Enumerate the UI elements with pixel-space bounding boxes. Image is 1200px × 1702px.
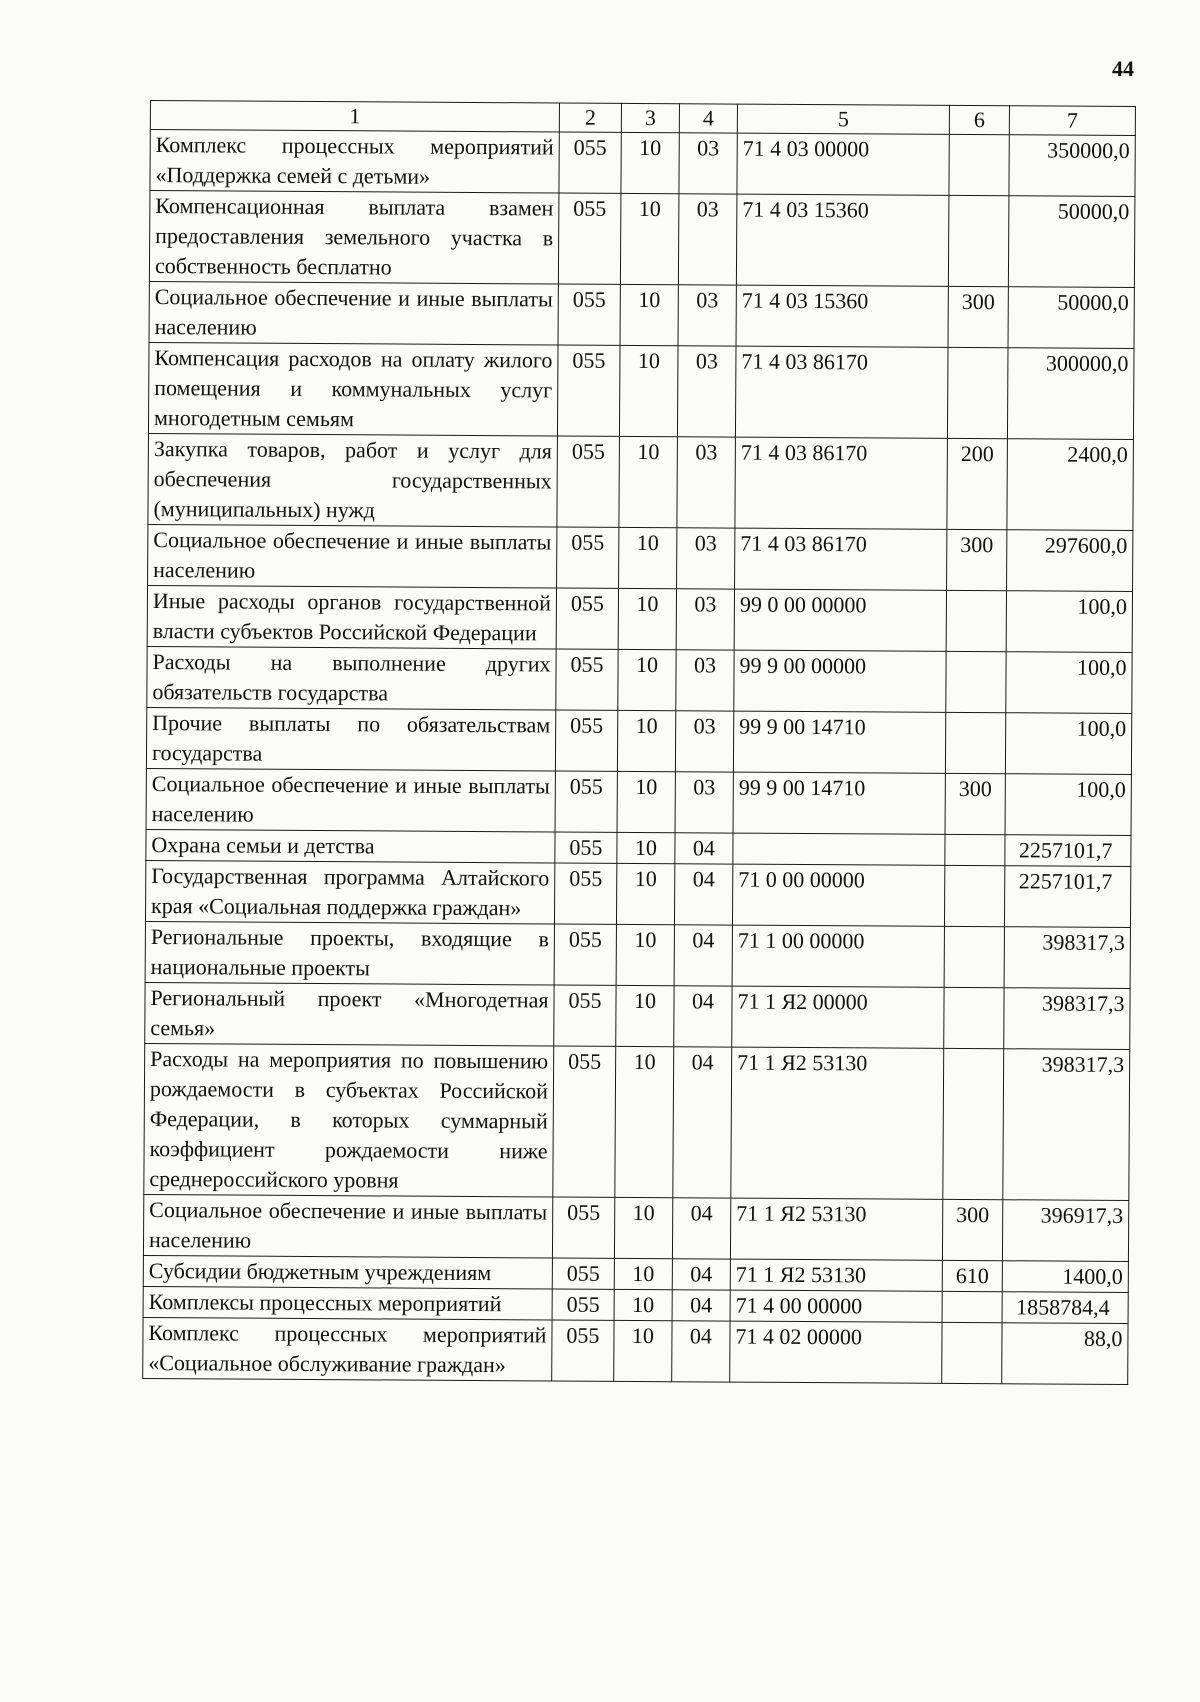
row-amount: 1400,0 xyxy=(1002,1261,1128,1293)
row-ministry-code: 055 xyxy=(557,527,619,588)
header-col-2: 2 xyxy=(559,103,621,132)
row-name: Компенсация расходов на оплату жилого помещения и коммунальных услуг многодетным семьям xyxy=(148,342,558,435)
row-expense-type xyxy=(944,865,1004,926)
table-row xyxy=(149,191,1135,288)
row-target-article: 71 4 03 86170 xyxy=(735,437,948,529)
row-expense-type: 200 xyxy=(947,438,1008,529)
row-name: Комплекс процессных мероприятий «Поддержка семей с детьми» xyxy=(150,130,559,193)
table-row xyxy=(147,646,1132,713)
row-ministry-code: 055 xyxy=(555,710,617,771)
row-section-code: 10 xyxy=(621,132,679,193)
row-target-article: 71 1 Я2 53130 xyxy=(730,1259,942,1291)
row-target-article: 71 4 02 00000 xyxy=(730,1321,942,1383)
row-expense-type xyxy=(946,590,1006,651)
row-target-article: 99 9 00 14710 xyxy=(733,711,945,773)
row-amount: 2257101,7 xyxy=(1004,866,1130,928)
row-subsection-code: 04 xyxy=(675,833,733,864)
row-expense-type: 610 xyxy=(942,1260,1002,1291)
row-subsection-code: 04 xyxy=(672,1198,730,1259)
row-amount: 297600,0 xyxy=(1007,530,1133,592)
row-expense-type xyxy=(944,987,1004,1048)
row-target-article: 99 9 00 00000 xyxy=(734,650,946,712)
row-ministry-code: 055 xyxy=(552,1258,614,1289)
table-row xyxy=(148,433,1134,530)
row-amount: 2400,0 xyxy=(1007,439,1134,531)
row-ministry-code: 055 xyxy=(554,863,616,924)
table-row xyxy=(144,1043,1130,1200)
row-section-code: 10 xyxy=(614,1320,672,1381)
row-amount: 100,0 xyxy=(1005,713,1131,775)
row-name: Комплексы процессных мероприятий xyxy=(143,1286,552,1319)
row-section-code: 10 xyxy=(614,1197,672,1258)
row-target-article: 71 4 03 86170 xyxy=(735,528,947,590)
header-col-6: 6 xyxy=(949,105,1009,134)
row-section-code: 10 xyxy=(619,345,678,436)
row-amount: 300000,0 xyxy=(1007,348,1134,440)
budget-table xyxy=(142,100,1136,1385)
row-ministry-code: 055 xyxy=(552,1320,614,1381)
row-ministry-code: 055 xyxy=(555,771,617,832)
row-subsection-code: 04 xyxy=(672,1321,730,1382)
row-expense-type xyxy=(946,651,1006,712)
row-section-code: 10 xyxy=(617,832,675,863)
row-amount: 398317,3 xyxy=(1004,927,1130,989)
table-row xyxy=(149,281,1134,348)
row-expense-type xyxy=(947,347,1008,438)
row-amount: 2257101,7 xyxy=(1005,835,1131,867)
row-amount: 398317,3 xyxy=(1004,988,1130,1050)
row-subsection-code: 03 xyxy=(678,285,736,346)
row-target-article: 71 1 Я2 00000 xyxy=(732,986,944,1048)
row-ministry-code: 055 xyxy=(553,1046,616,1197)
row-expense-type: 300 xyxy=(942,1199,1002,1260)
row-section-code: 10 xyxy=(614,1289,672,1320)
row-section-code: 10 xyxy=(617,710,675,771)
row-ministry-code: 055 xyxy=(558,284,620,345)
row-ministry-code: 055 xyxy=(558,193,621,284)
table-row xyxy=(148,524,1133,591)
row-subsection-code: 03 xyxy=(675,711,733,772)
row-ministry-code: 055 xyxy=(554,985,616,1046)
row-amount: 50000,0 xyxy=(1008,287,1134,349)
row-target-article: 71 1 Я2 53130 xyxy=(731,1047,944,1199)
header-col-7: 7 xyxy=(1009,106,1135,136)
row-name: Социальное обеспечение и иные выплаты населению xyxy=(143,1194,552,1257)
row-target-article: 71 4 03 86170 xyxy=(735,346,948,438)
row-name: Комплекс процессных мероприятий «Социальное обслуживание граждан» xyxy=(143,1317,552,1380)
table-row xyxy=(150,130,1135,197)
row-subsection-code: 03 xyxy=(675,772,733,833)
row-target-article: 71 1 Я2 53130 xyxy=(730,1198,942,1260)
row-name: Государственная программа Алтайского края «Социальная поддержка граждан» xyxy=(145,860,554,923)
row-section-code: 10 xyxy=(617,771,675,832)
row-ministry-code: 055 xyxy=(554,924,616,985)
row-target-article: 71 0 00 00000 xyxy=(732,864,944,926)
row-section-code: 10 xyxy=(618,649,676,710)
table-row xyxy=(145,860,1130,927)
row-amount: 398317,3 xyxy=(1003,1049,1130,1201)
row-subsection-code: 03 xyxy=(677,346,736,437)
row-name: Социальное обеспечение и иные выплаты населению xyxy=(149,281,558,344)
row-section-code: 10 xyxy=(620,284,678,345)
row-name: Региональный проект «Многодетная семья» xyxy=(145,982,554,1045)
row-ministry-code: 055 xyxy=(556,649,618,710)
row-name: Расходы на выполнение других обязательств государства xyxy=(147,646,556,709)
row-name: Социальное обеспечение и иные выплаты населению xyxy=(146,768,555,831)
row-subsection-code: 04 xyxy=(673,1047,732,1198)
row-section-code: 10 xyxy=(620,193,679,284)
header-col-1: 1 xyxy=(150,101,559,132)
row-target-article: 71 4 03 15360 xyxy=(736,285,948,347)
table-row xyxy=(145,982,1130,1049)
row-ministry-code: 055 xyxy=(557,345,620,436)
row-section-code: 10 xyxy=(614,1258,672,1289)
header-col-4: 4 xyxy=(679,104,737,133)
row-subsection-code: 03 xyxy=(677,437,736,528)
table-body xyxy=(143,130,1136,1385)
row-section-code: 10 xyxy=(616,924,674,985)
row-section-code: 10 xyxy=(619,436,678,527)
header-col-3: 3 xyxy=(621,103,679,132)
row-expense-type: 300 xyxy=(947,529,1007,590)
row-expense-type xyxy=(943,1048,1004,1199)
row-target-article: 71 4 00 00000 xyxy=(730,1290,942,1322)
row-expense-type xyxy=(942,1291,1002,1322)
row-amount: 1858784,4 xyxy=(1002,1292,1128,1324)
row-ministry-code: 055 xyxy=(557,436,620,527)
row-ministry-code: 055 xyxy=(552,1197,614,1258)
row-subsection-code: 04 xyxy=(672,1259,730,1290)
row-target-article: 71 4 03 00000 xyxy=(737,133,949,195)
row-expense-type xyxy=(942,1322,1002,1383)
row-target-article: 99 0 00 00000 xyxy=(734,589,946,651)
table-row xyxy=(145,921,1130,988)
row-subsection-code: 03 xyxy=(676,589,734,650)
row-subsection-code: 03 xyxy=(679,133,737,194)
row-name: Охрана семьи и детства xyxy=(146,829,555,862)
row-amount: 350000,0 xyxy=(1009,135,1135,197)
row-subsection-code: 04 xyxy=(672,1290,730,1321)
row-expense-type xyxy=(944,926,1004,987)
table-row xyxy=(146,707,1131,774)
row-section-code: 10 xyxy=(618,588,676,649)
row-target-article: 99 9 00 14710 xyxy=(733,772,945,834)
row-subsection-code: 04 xyxy=(674,864,732,925)
row-name: Иные расходы органов государственной власти субъектов Российской Федерации xyxy=(147,585,556,648)
table-row xyxy=(143,1194,1128,1261)
row-ministry-code: 055 xyxy=(556,588,618,649)
page-number: 44 xyxy=(1112,56,1134,81)
row-ministry-code: 055 xyxy=(559,132,621,193)
row-section-code: 10 xyxy=(619,527,677,588)
row-name: Закупка товаров, работ и услуг для обеспечения государственных (муниципальных) нужд xyxy=(148,433,558,526)
row-amount: 100,0 xyxy=(1006,652,1132,714)
row-expense-type: 300 xyxy=(945,773,1005,834)
row-amount: 100,0 xyxy=(1005,774,1131,836)
row-amount: 88,0 xyxy=(1002,1323,1128,1385)
row-target-article: 71 1 00 00000 xyxy=(732,925,944,987)
row-expense-type: 300 xyxy=(948,286,1008,347)
row-expense-type xyxy=(949,134,1009,195)
row-name: Прочие выплаты по обязательствам государства xyxy=(146,707,555,770)
row-name: Региональные проекты, входящие в национальные проекты xyxy=(145,921,554,984)
row-ministry-code: 055 xyxy=(552,1289,614,1320)
header-col-5: 5 xyxy=(737,104,949,134)
row-section-code: 10 xyxy=(616,863,674,924)
row-subsection-code: 03 xyxy=(678,194,737,285)
row-amount: 396917,3 xyxy=(1002,1200,1128,1262)
row-subsection-code: 04 xyxy=(674,986,732,1047)
row-expense-type xyxy=(945,834,1005,865)
row-ministry-code: 055 xyxy=(555,832,617,863)
table-row xyxy=(146,768,1131,835)
row-name: Расходы на мероприятия по повышению рождаемости в субъектах Российской Федерации, в которых суммарный коэффициент рождаемости ниже среднероссийского уровня xyxy=(144,1043,554,1196)
table-row xyxy=(148,342,1134,439)
table-row xyxy=(147,585,1132,652)
row-name: Социальное обеспечение и иные выплаты населению xyxy=(148,524,557,587)
row-section-code: 10 xyxy=(616,985,674,1046)
row-expense-type xyxy=(948,195,1009,286)
row-amount: 100,0 xyxy=(1006,591,1132,653)
row-name: Субсидии бюджетным учреждениям xyxy=(143,1255,552,1288)
table-row xyxy=(143,1317,1128,1384)
row-subsection-code: 04 xyxy=(674,925,732,986)
row-name: Компенсационная выплата взамен предоставления земельного участка в собственность бесплатно xyxy=(149,191,559,284)
row-target-article: 71 4 03 15360 xyxy=(736,194,949,286)
row-subsection-code: 03 xyxy=(677,528,735,589)
row-expense-type xyxy=(945,712,1005,773)
row-subsection-code: 03 xyxy=(676,650,734,711)
row-amount: 50000,0 xyxy=(1008,196,1135,288)
row-target-article xyxy=(733,833,945,865)
row-section-code: 10 xyxy=(615,1046,674,1197)
